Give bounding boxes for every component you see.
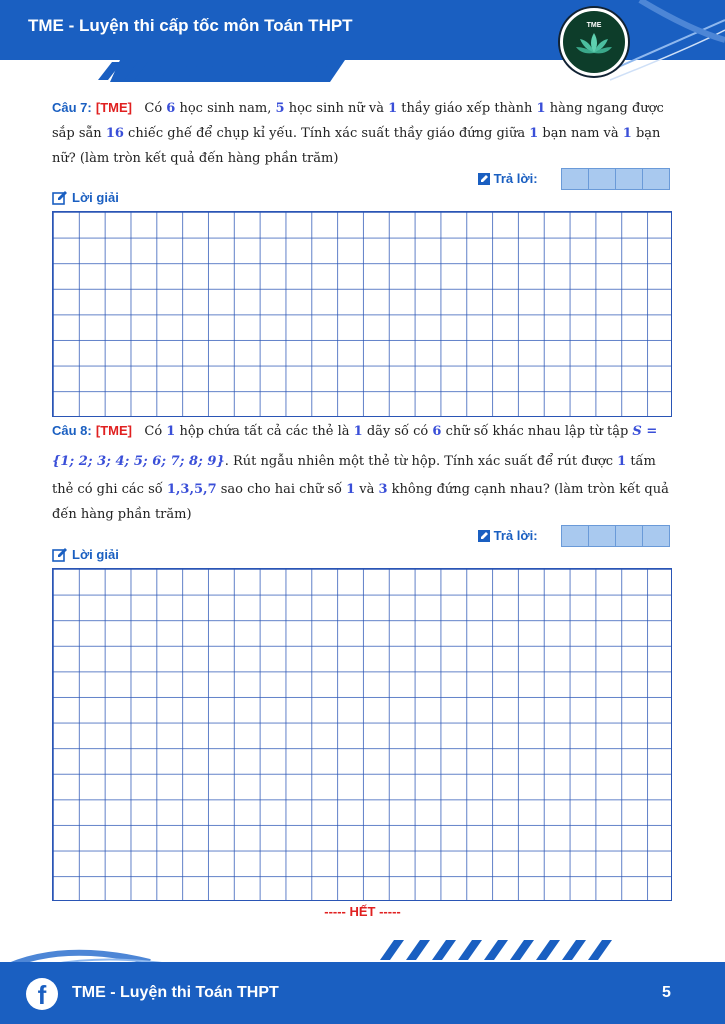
question-tag: [TME] (95, 100, 132, 115)
text: không đứng cạnh nhau? (làm tròn kết quả đến hàng phần trăm) (52, 482, 669, 522)
logo-text: TME (586, 21, 602, 29)
footer-title: TME - Luyện thi Toán THPT (72, 984, 279, 1001)
number: 1 (622, 126, 632, 141)
answer-boxes (562, 525, 670, 547)
page-footer (0, 940, 725, 1024)
answer-box[interactable] (561, 168, 589, 190)
number: 1 (388, 101, 398, 116)
text: . Rút ngẫu nhiên một thẻ từ hộp. Tính xác suất để rút được (224, 454, 618, 469)
edit-icon (478, 173, 490, 185)
page-header (0, 0, 725, 82)
number: 6 (432, 424, 442, 439)
text: bạn nữ? (làm tròn kết quả đến hàng phần trăm) (52, 126, 661, 166)
text: Có (144, 424, 167, 439)
number: 1 (536, 101, 546, 116)
text: chữ số khác nhau lập từ tập (441, 424, 633, 439)
answer-boxes (562, 168, 670, 190)
solution-grid-7[interactable] (52, 211, 672, 417)
text: thầy giáo xếp thành (397, 101, 537, 116)
answer-box[interactable] (642, 168, 670, 190)
solution-label-text: Lời giải (72, 547, 119, 562)
number: 16 (105, 126, 124, 141)
question-label: Câu 7: (52, 100, 92, 115)
number: 6 (166, 101, 176, 116)
header-title: TME - Luyện thi cấp tốc môn Toán THPT (28, 16, 353, 35)
answer-box[interactable] (588, 525, 616, 547)
solution-label-7 (52, 190, 119, 205)
number: 5 (275, 101, 285, 116)
lotus-icon (574, 29, 614, 59)
edit-note-icon (52, 548, 68, 562)
answer-label (478, 171, 538, 186)
answer-box[interactable] (642, 525, 670, 547)
page-number: 5 (662, 984, 671, 1001)
text: hộp chứa tất cả các thẻ là (175, 424, 354, 439)
question-label: Câu 8: (52, 423, 92, 438)
set-notation: S = {1; 2; 3; 4; 5; 6; 7; 8; 9} (52, 424, 658, 469)
text: chiếc ghế để chụp kỉ yếu. Tính xác suất thầy giáo đứng giữa (123, 126, 530, 141)
answer-box[interactable] (588, 168, 616, 190)
edit-note-icon (52, 191, 68, 205)
text: học sinh nữ và (284, 101, 389, 116)
text: học sinh nam, (175, 101, 276, 116)
question-8 (52, 417, 672, 527)
text: và (355, 482, 379, 497)
answer-row-8 (478, 525, 670, 546)
text: sao cho hai chữ số (216, 482, 347, 497)
solution-label-8 (52, 547, 119, 562)
number: 1 (166, 424, 176, 439)
answer-box[interactable] (615, 168, 643, 190)
number: 1,3,5,7 (166, 482, 217, 497)
question-tag: [TME] (95, 423, 132, 438)
number: 3 (378, 482, 388, 497)
solution-grid-8[interactable] (52, 568, 672, 901)
number: 1 (353, 424, 363, 439)
tme-logo (560, 8, 628, 76)
edit-icon (478, 530, 490, 542)
text: bạn nam và (538, 126, 623, 141)
text: hàng ngang được sắp sẵn (52, 101, 664, 141)
answer-row-7 (478, 168, 670, 189)
answer-label-text: Trả lời: (493, 528, 538, 543)
text: Có (144, 101, 167, 116)
answer-box[interactable] (615, 525, 643, 547)
text: tấm thẻ có ghi các số (52, 454, 656, 497)
end-marker: ----- HẾT ----- (324, 904, 401, 919)
solution-label-text: Lời giải (72, 190, 119, 205)
answer-label (478, 528, 538, 543)
number: 1 (529, 126, 539, 141)
text: dãy số có (362, 424, 433, 439)
question-7 (52, 95, 672, 171)
number: 1 (346, 482, 356, 497)
facebook-icon[interactable]: f (26, 978, 58, 1010)
answer-label-text: Trả lời: (493, 171, 538, 186)
number: 1 (617, 454, 627, 469)
answer-box[interactable] (561, 525, 589, 547)
